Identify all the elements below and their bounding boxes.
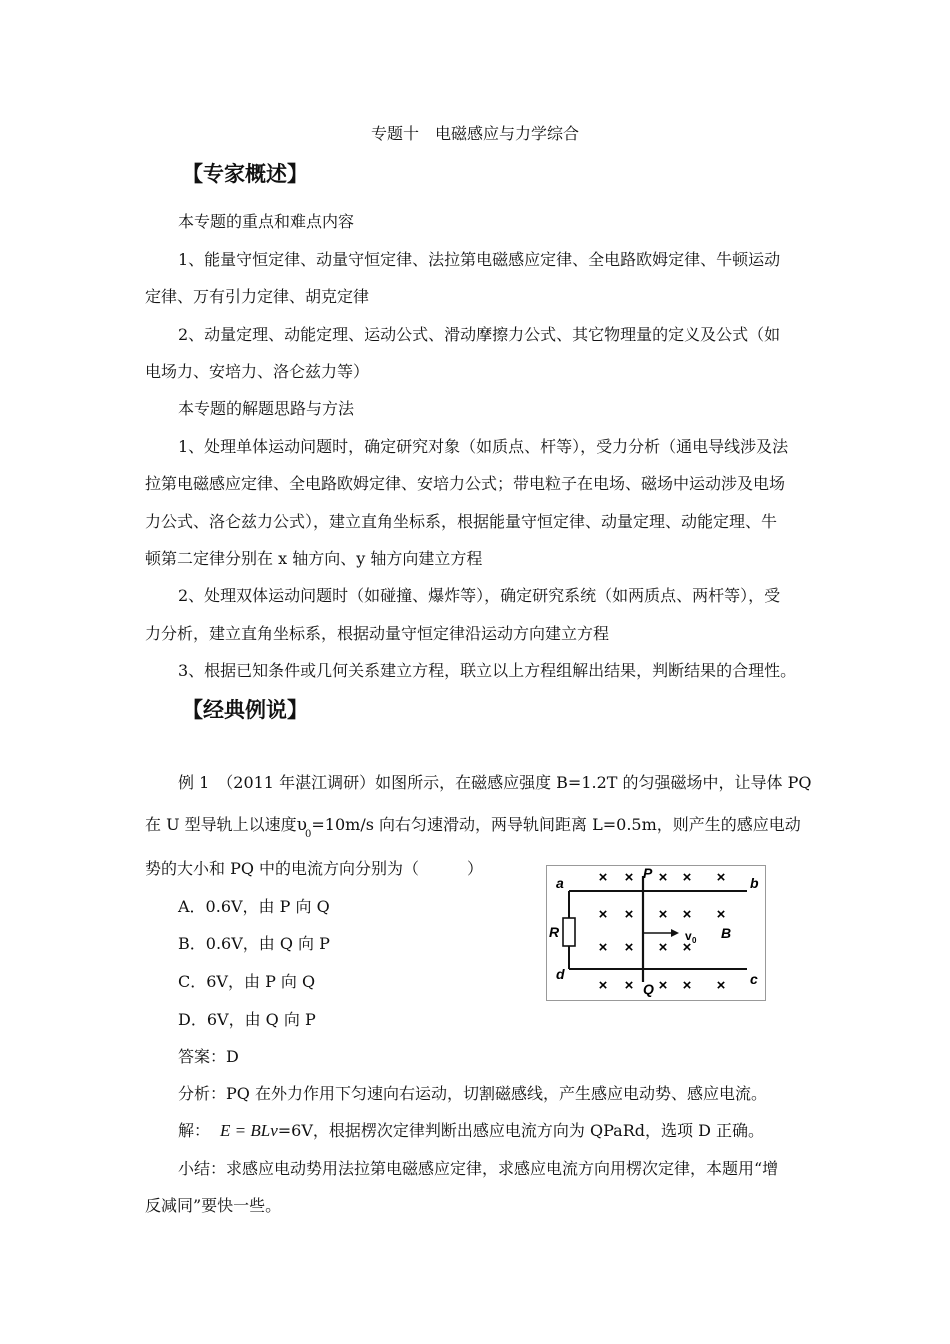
field-mark: × xyxy=(624,939,634,956)
field-mark: × xyxy=(682,869,692,886)
field-mark: × xyxy=(658,869,668,886)
example-1-line-2 xyxy=(145,815,813,838)
velocity-subscript: 0 xyxy=(305,829,312,840)
summary-line-2: 反减同”要快一些。 xyxy=(145,1196,282,1215)
method-3: 3、根据已知条件或几何关系建立方程，联立以上方程组解出结果，判断结果的合理性。 xyxy=(178,661,797,680)
label-q: Q xyxy=(643,981,654,997)
solution xyxy=(178,1121,764,1141)
solution-text: =6V，根据楞次定律判断出感应电流方向为 QPaRd，选项 D 正确。 xyxy=(277,1121,764,1140)
field-mark: × xyxy=(682,977,692,994)
method-1-line-1: 1、处理单体运动问题时，确定研究对象（如质点、杆等），受力分析（通电导线涉及法 xyxy=(178,437,789,456)
summary-line-1: 小结：求感应电动势用法拉第电磁感应定律，求感应电流方向用楞次定律，本题用“增 xyxy=(178,1159,779,1178)
overview-heading-methods: 本专题的解题思路与方法 xyxy=(178,399,355,418)
field-mark: × xyxy=(716,977,726,994)
example-1-line-2-start: 在 U 型导轨上以速度 xyxy=(145,815,297,834)
solution-label: 解： xyxy=(178,1121,211,1140)
overview-heading-key-points: 本专题的重点和难点内容 xyxy=(178,212,355,231)
label-r: R xyxy=(549,924,560,940)
field-mark: × xyxy=(598,939,608,956)
key-point-1-line-1: 1、能量守恒定律、动量守恒定律、法拉第电磁感应定律、全电路欧姆定律、牛顿运动 xyxy=(178,250,781,269)
field-mark: × xyxy=(624,977,634,994)
option-d: D．6V，由 Q 向 P xyxy=(178,1010,316,1029)
option-c: C．6V，由 P 向 Q xyxy=(178,972,316,991)
field-mark: × xyxy=(682,939,692,956)
velocity-arrow-head xyxy=(671,929,679,937)
velocity-symbol: υ xyxy=(296,815,308,835)
method-1-line-2: 拉第电磁感应定律、全电路欧姆定律、安培力公式；带电粒子在电场、磁场中运动涉及电场 xyxy=(145,474,786,493)
field-mark: × xyxy=(658,977,668,994)
section-heading-examples: 【经典例说】 xyxy=(182,697,308,722)
label-b-field: B xyxy=(721,925,732,941)
field-mark: × xyxy=(598,906,608,923)
document-title: 专题十 电磁感应与力学综合 xyxy=(370,124,579,143)
field-mark: × xyxy=(658,939,668,956)
key-point-2-line-2: 电场力、安培力、洛仑兹力等） xyxy=(145,362,370,381)
key-point-2-line-1: 2、动量定理、动能定理、运动公式、滑动摩擦力公式、其它物理量的定义及公式（如 xyxy=(178,325,781,344)
rail-circuit-diagram xyxy=(547,866,765,1000)
field-mark: × xyxy=(624,906,634,923)
analysis: 分析：PQ 在外力作用下匀速向右运动，切割磁感线，产生感应电动势、感应电流。 xyxy=(178,1084,767,1103)
example-1-line-1: 例 1 （2011 年湛江调研）如图所示，在磁感应强度 B=1.2T 的匀强磁场中，让导体 PQ xyxy=(178,773,812,792)
option-b: B．0.6V，由 Q 向 P xyxy=(178,934,330,953)
field-mark: × xyxy=(598,869,608,886)
field-mark: × xyxy=(716,906,726,923)
example-1-line-3: 势的大小和 PQ 中的电流方向分别为（ ） xyxy=(145,859,484,878)
method-1-line-3: 力公式、洛仑兹力公式），建立直角坐标系，根据能量守恒定律、动量定理、动能定理、牛 xyxy=(145,512,778,531)
label-a: a xyxy=(556,875,564,891)
label-p: P xyxy=(643,866,653,881)
label-b: b xyxy=(750,875,759,891)
method-1-line-4: 顿第二定律分别在 x 轴方向、y 轴方向建立方程 xyxy=(145,549,483,568)
option-a: A．0.6V，由 P 向 Q xyxy=(178,897,330,916)
label-velocity-subscript: 0 xyxy=(692,936,697,945)
method-2-line-1: 2、处理双体运动问题时（如碰撞、爆炸等），确定研究系统（如两质点、两杆等），受 xyxy=(178,586,781,605)
section-heading-overview: 【专家概述】 xyxy=(182,161,308,186)
method-2-line-2: 力分析，建立直角坐标系，根据动量守恒定律沿运动方向建立方程 xyxy=(145,624,610,643)
rail-circuit-figure xyxy=(546,865,766,1001)
field-mark: × xyxy=(598,977,608,994)
answer: 答案：D xyxy=(178,1047,239,1066)
label-d: d xyxy=(556,966,565,982)
field-mark: × xyxy=(658,906,668,923)
label-c: c xyxy=(750,971,758,987)
field-mark: × xyxy=(716,869,726,886)
resistor xyxy=(563,918,575,946)
field-mark: × xyxy=(682,906,692,923)
example-1-line-2-end: =10m/s 向右匀速滑动，两导轨间距离 L=0.5m，则产生的感应电动 xyxy=(311,815,801,834)
key-point-1-line-2: 定律、万有引力定律、胡克定律 xyxy=(145,287,370,306)
field-mark: × xyxy=(624,869,634,886)
solution-formula: E = BLv xyxy=(220,1121,278,1140)
label-velocity: v xyxy=(685,929,692,943)
